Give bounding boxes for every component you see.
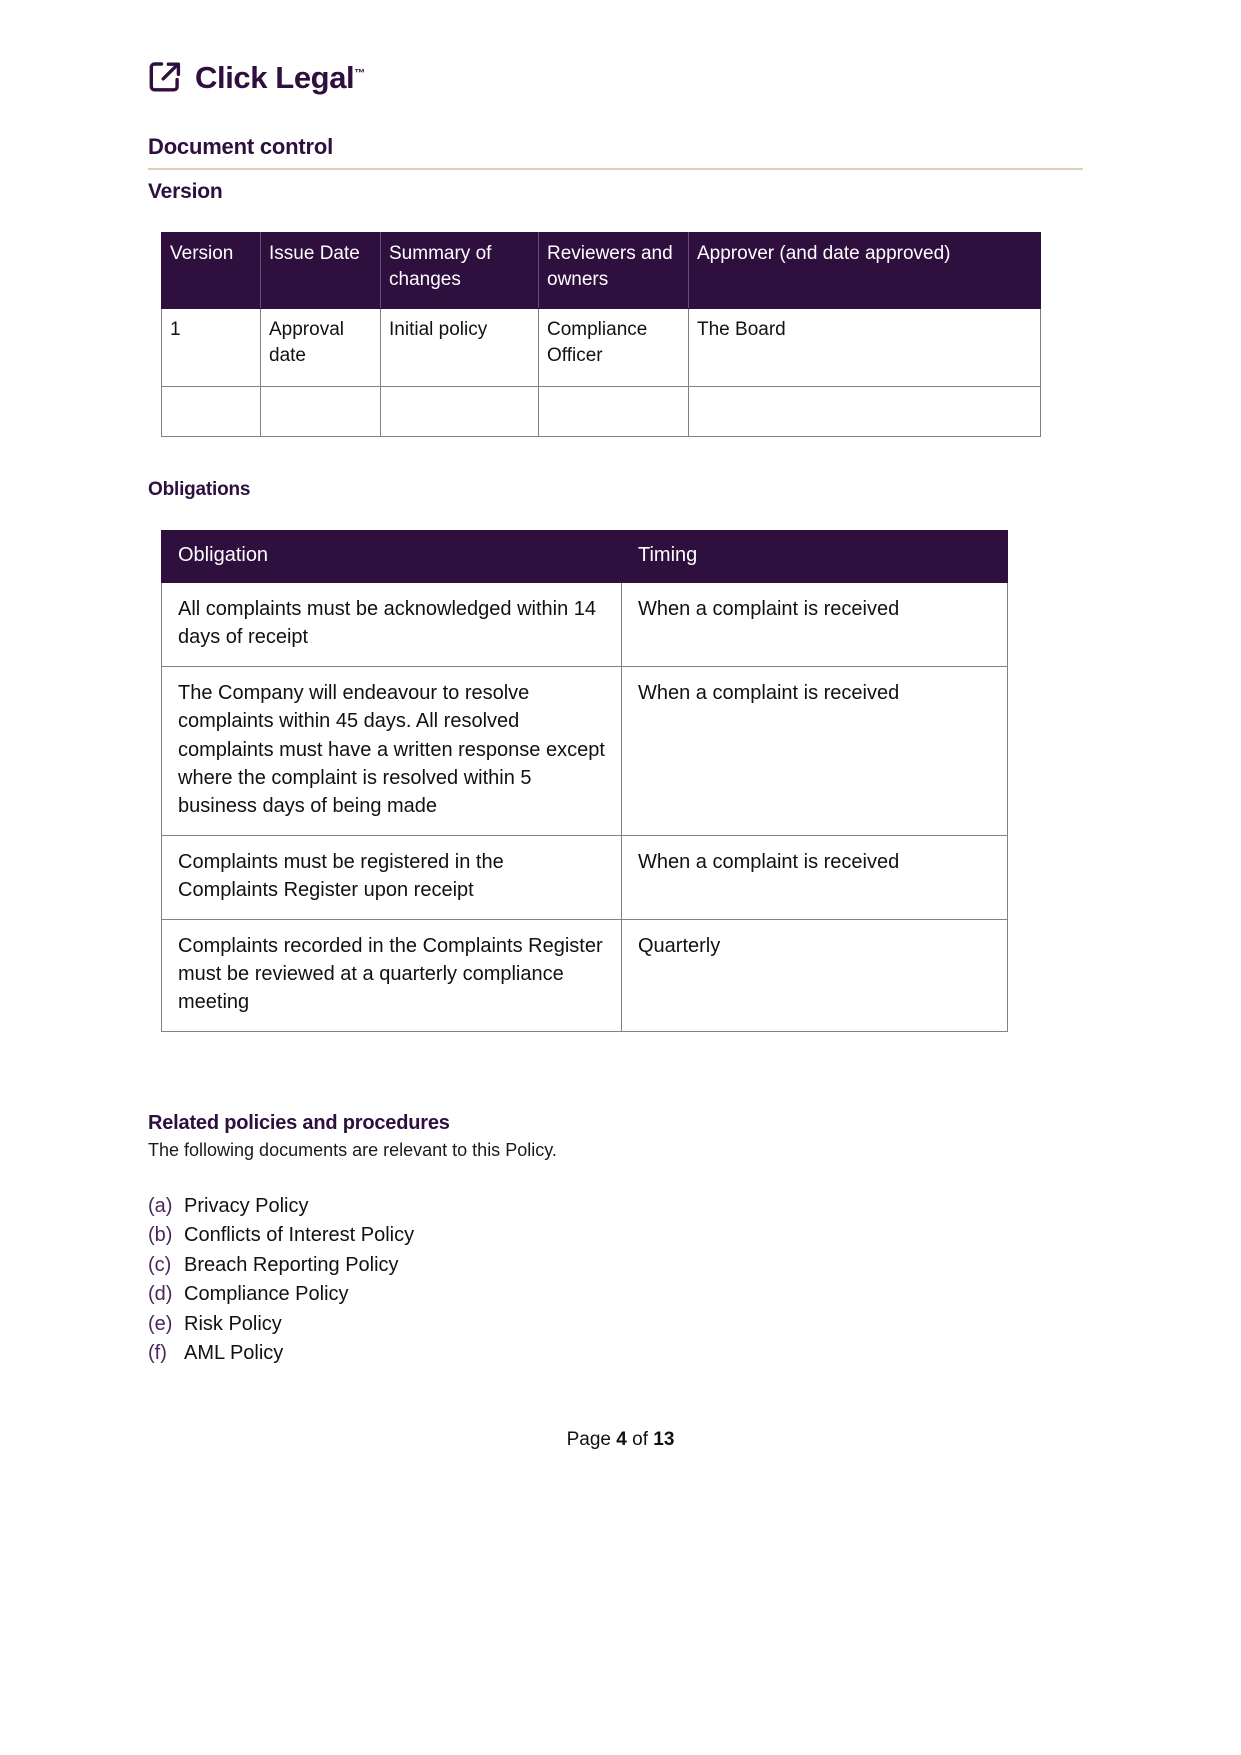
brand-name <box>195 59 366 95</box>
page-footer <box>0 1429 1241 1451</box>
heading-divider <box>148 168 1083 170</box>
list-item <box>148 1251 414 1279</box>
cell-summary <box>381 387 539 437</box>
cell-timing: Quarterly <box>622 919 1008 1031</box>
obligations-table <box>161 530 1008 1032</box>
cell-timing: When a complaint is received <box>622 835 1008 919</box>
list-marker: (f) <box>148 1341 167 1364</box>
cell-approver: The Board <box>689 309 1041 387</box>
table-row <box>162 387 1041 437</box>
column-header-issue-date: Issue Date <box>261 233 381 309</box>
list-marker: (c) <box>148 1253 172 1276</box>
table-header-row <box>162 531 1008 583</box>
section-heading-related-policies: Related policies and procedures <box>148 1112 450 1134</box>
cell-obligation: The Company will endeavour to resolve complaints within 45 days. All resolved complaints must have a written response except where the complaint is resolved within 5 business days of being made <box>162 666 622 835</box>
list-marker: (b) <box>148 1224 173 1247</box>
table-header-row <box>162 233 1041 309</box>
list-item-label: Breach Reporting Policy <box>184 1253 399 1276</box>
footer-current-page: 4 <box>616 1429 627 1450</box>
cell-summary: Initial policy <box>381 309 539 387</box>
cell-approver <box>689 387 1041 437</box>
list-item-label: Compliance Policy <box>184 1283 349 1306</box>
list-item <box>148 1280 414 1308</box>
column-header-timing: Timing <box>622 531 1008 583</box>
arrow-out-of-box-icon <box>148 60 182 94</box>
section-heading-version: Version <box>148 180 223 203</box>
cell-issue-date: Approval date <box>261 309 381 387</box>
brand-name-text: Click Legal <box>195 59 355 95</box>
table-row <box>162 309 1041 387</box>
column-header-reviewers-and-owners: Reviewers and owners <box>539 233 689 309</box>
cell-obligation: All complaints must be acknowledged within 14 days of receipt <box>162 583 622 667</box>
table-row <box>162 583 1008 667</box>
cell-reviewers: Compliance Officer <box>539 309 689 387</box>
list-item <box>148 1192 414 1220</box>
cell-timing: When a complaint is received <box>622 666 1008 835</box>
list-item <box>148 1221 414 1249</box>
list-item-label: Conflicts of Interest Policy <box>184 1224 415 1247</box>
table-row <box>162 666 1008 835</box>
column-header-version: Version <box>162 233 261 309</box>
column-header-obligation: Obligation <box>162 531 622 583</box>
table-row <box>162 835 1008 919</box>
footer-prefix: Page <box>566 1429 617 1450</box>
cell-timing: When a complaint is received <box>622 583 1008 667</box>
cell-version: 1 <box>162 309 261 387</box>
cell-version <box>162 387 261 437</box>
list-marker: (d) <box>148 1283 173 1306</box>
footer-total-pages: 13 <box>653 1429 675 1450</box>
list-item <box>148 1339 414 1367</box>
cell-obligation: Complaints must be registered in the Complaints Register upon receipt <box>162 835 622 919</box>
column-header-approver: Approver (and date approved) <box>689 233 1041 309</box>
version-table <box>161 232 1041 437</box>
trademark-symbol: ™ <box>354 67 366 80</box>
table-row <box>162 919 1008 1031</box>
list-marker: (a) <box>148 1195 173 1217</box>
cell-reviewers <box>539 387 689 437</box>
related-policies-list <box>148 1192 414 1368</box>
section-heading-document-control: Document control <box>148 134 334 159</box>
list-item <box>148 1310 414 1338</box>
cell-issue-date <box>261 387 381 437</box>
section-heading-obligations: Obligations <box>148 479 251 500</box>
cell-obligation: Complaints recorded in the Complaints Register must be reviewed at a quarterly compliance meeting <box>162 919 622 1031</box>
list-item-label: Risk Policy <box>184 1312 282 1335</box>
brand-logo <box>148 60 365 94</box>
footer-middle: of <box>626 1429 654 1450</box>
column-header-summary-of-changes: Summary of changes <box>381 233 539 309</box>
related-policies-intro: The following documents are relevant to this Policy. <box>148 1140 557 1160</box>
list-marker: (e) <box>148 1312 173 1335</box>
list-item-label: AML Policy <box>184 1341 284 1364</box>
list-item-label: Privacy Policy <box>184 1195 309 1217</box>
